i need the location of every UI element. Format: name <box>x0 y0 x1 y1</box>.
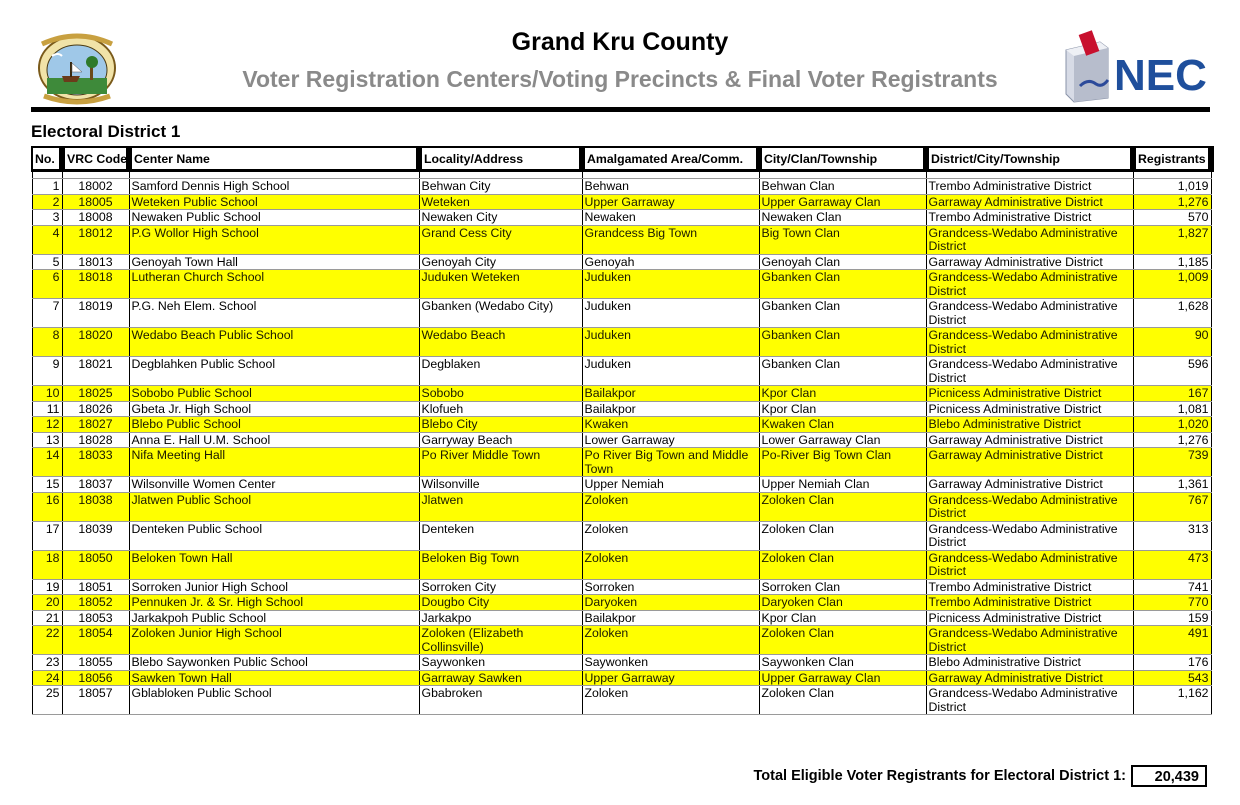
column-header-locality: Locality/Address <box>419 147 582 171</box>
cell-district: Blebo Administrative District <box>926 417 1133 433</box>
cell-vrc-code: 18039 <box>62 521 129 550</box>
cell-locality: Newaken City <box>419 210 582 226</box>
cell-center-name: Lutheran Church School <box>129 270 419 299</box>
cell-row-number: 18 <box>32 550 62 579</box>
cell-district: Garraway Administrative District <box>926 670 1133 686</box>
table-body <box>32 171 1211 715</box>
cell-clan: Kpor Clan <box>759 386 926 402</box>
cell-vrc-code: 18057 <box>62 686 129 715</box>
cell-clan: Upper Nemiah Clan <box>759 477 926 493</box>
cell-center-name: Wilsonville Women Center <box>129 477 419 493</box>
cell-amalgamated-area: Kwaken <box>582 417 759 433</box>
cell-registrants: 159 <box>1133 610 1211 626</box>
page-subtitle: Voter Registration Centers/Voting Precincts & Final Voter Registrants <box>242 66 998 92</box>
table-row <box>32 448 1211 477</box>
cell-center-name: Newaken Public School <box>129 210 419 226</box>
cell-row-number: 1 <box>32 179 62 195</box>
cell-district: Garraway Administrative District <box>926 448 1133 477</box>
cell-district: Trembo Administrative District <box>926 595 1133 611</box>
cell-locality: Klofueh <box>419 401 582 417</box>
cell-registrants: 1,019 <box>1133 179 1211 195</box>
cell-center-name: Anna E. Hall U.M. School <box>129 432 419 448</box>
cell-amalgamated-area: Upper Garraway <box>582 194 759 210</box>
cell-amalgamated-area: Zoloken <box>582 550 759 579</box>
cell-locality: Gbabroken <box>419 686 582 715</box>
cell-registrants: 1,009 <box>1133 270 1211 299</box>
cell-center-name: Jarkakpoh Public School <box>129 610 419 626</box>
table-row <box>32 225 1211 254</box>
cell-district: Trembo Administrative District <box>926 179 1133 195</box>
table-header-row <box>32 147 1211 171</box>
cell-registrants: 491 <box>1133 626 1211 655</box>
cell-registrants: 770 <box>1133 595 1211 611</box>
cell-amalgamated-area: Bailakpor <box>582 386 759 402</box>
cell-registrants: 596 <box>1133 357 1211 386</box>
cell-row-number: 4 <box>32 225 62 254</box>
cell-amalgamated-area: Bailakpor <box>582 401 759 417</box>
total-value: 20,439 <box>1131 765 1207 787</box>
cell-vrc-code: 18002 <box>62 179 129 195</box>
cell-locality: Denteken <box>419 521 582 550</box>
table-row <box>32 417 1211 433</box>
section-title: Electoral District 1 <box>31 122 181 141</box>
cell-locality: Dougbo City <box>419 595 582 611</box>
cell-registrants: 767 <box>1133 492 1211 521</box>
cell-district: Garraway Administrative District <box>926 477 1133 493</box>
cell-locality: Behwan City <box>419 179 582 195</box>
cell-vrc-code: 18051 <box>62 579 129 595</box>
cell-vrc-code: 18012 <box>62 225 129 254</box>
cell-registrants: 543 <box>1133 670 1211 686</box>
cell-locality: Degblaken <box>419 357 582 386</box>
cell-registrants: 473 <box>1133 550 1211 579</box>
cell-amalgamated-area: Juduken <box>582 328 759 357</box>
cell-vrc-code: 18018 <box>62 270 129 299</box>
cell-amalgamated-area: Sorroken <box>582 579 759 595</box>
cell-center-name: Gblabloken Public School <box>129 686 419 715</box>
column-header-vrc-code: VRC Code <box>62 147 129 171</box>
cell-amalgamated-area: Lower Garraway <box>582 432 759 448</box>
cell-row-number: 9 <box>32 357 62 386</box>
cell-vrc-code: 18019 <box>62 299 129 328</box>
cell-row-number: 8 <box>32 328 62 357</box>
cell-district: Grandcess-Wedabo Administrative District <box>926 357 1133 386</box>
cell-vrc-code: 18037 <box>62 477 129 493</box>
cell-clan: Sorroken Clan <box>759 579 926 595</box>
cell-registrants: 176 <box>1133 655 1211 671</box>
cell-registrants: 313 <box>1133 521 1211 550</box>
cell-locality: Juduken Weteken <box>419 270 582 299</box>
cell-registrants: 1,020 <box>1133 417 1211 433</box>
cell-locality: Garraway Sawken <box>419 670 582 686</box>
cell-row-number: 15 <box>32 477 62 493</box>
cell-center-name: Genoyah Town Hall <box>129 254 419 270</box>
cell-amalgamated-area: Daryoken <box>582 595 759 611</box>
table-row <box>32 610 1211 626</box>
table-row <box>32 194 1211 210</box>
cell-locality: Jlatwen <box>419 492 582 521</box>
cell-district: Grandcess-Wedabo Administrative District <box>926 686 1133 715</box>
cell-vrc-code: 18052 <box>62 595 129 611</box>
cell-district: Trembo Administrative District <box>926 210 1133 226</box>
cell-district: Grandcess-Wedabo Administrative District <box>926 225 1133 254</box>
cell-clan: Behwan Clan <box>759 179 926 195</box>
cell-row-number: 17 <box>32 521 62 550</box>
cell-registrants: 1,276 <box>1133 194 1211 210</box>
cell-registrants: 1,162 <box>1133 686 1211 715</box>
cell-clan: Zoloken Clan <box>759 550 926 579</box>
cell-registrants: 739 <box>1133 448 1211 477</box>
column-header-amalgamated-area: Amalgamated Area/Comm. <box>582 147 759 171</box>
cell-clan: Lower Garraway Clan <box>759 432 926 448</box>
cell-center-name: Sobobo Public School <box>129 386 419 402</box>
cell-locality: Garryway Beach <box>419 432 582 448</box>
total-label: Total Eligible Voter Registrants for Electoral District 1: <box>753 768 1126 784</box>
cell-clan: Big Town Clan <box>759 225 926 254</box>
table-row <box>32 357 1211 386</box>
column-header-clan: City/Clan/Township <box>759 147 926 171</box>
cell-amalgamated-area: Zoloken <box>582 626 759 655</box>
cell-registrants: 1,827 <box>1133 225 1211 254</box>
cell-district: Blebo Administrative District <box>926 655 1133 671</box>
table-row <box>32 550 1211 579</box>
cell-locality: Zoloken (Elizabeth Collinsville) <box>419 626 582 655</box>
cell-row-number: 25 <box>32 686 62 715</box>
cell-center-name: Beloken Town Hall <box>129 550 419 579</box>
column-header-center-name: Center Name <box>129 147 419 171</box>
column-header-registrants: Registrants <box>1133 147 1211 171</box>
cell-center-name: Sawken Town Hall <box>129 670 419 686</box>
cell-vrc-code: 18055 <box>62 655 129 671</box>
table-row <box>32 655 1211 671</box>
cell-locality: Grand Cess City <box>419 225 582 254</box>
cell-amalgamated-area: Upper Garraway <box>582 670 759 686</box>
cell-registrants: 167 <box>1133 386 1211 402</box>
cell-clan: Gbanken Clan <box>759 270 926 299</box>
cell-registrants: 1,361 <box>1133 477 1211 493</box>
cell-clan: Kpor Clan <box>759 610 926 626</box>
cell-center-name: Samford Dennis High School <box>129 179 419 195</box>
cell-district: Grandcess-Wedabo Administrative District <box>926 492 1133 521</box>
cell-row-number: 19 <box>32 579 62 595</box>
cell-registrants: 741 <box>1133 579 1211 595</box>
cell-row-number: 10 <box>32 386 62 402</box>
cell-vrc-code: 18038 <box>62 492 129 521</box>
cell-center-name: Blebo Public School <box>129 417 419 433</box>
cell-locality: Gbanken (Wedabo City) <box>419 299 582 328</box>
cell-vrc-code: 18025 <box>62 386 129 402</box>
cell-vrc-code: 18033 <box>62 448 129 477</box>
cell-row-number: 20 <box>32 595 62 611</box>
registration-table <box>31 146 1214 715</box>
cell-clan: Gbanken Clan <box>759 328 926 357</box>
cell-amalgamated-area: Zoloken <box>582 686 759 715</box>
column-header-no: No. <box>32 147 62 171</box>
cell-district: Grandcess-Wedabo Administrative District <box>926 626 1133 655</box>
cell-locality: Jarkakpo <box>419 610 582 626</box>
cell-locality: Weteken <box>419 194 582 210</box>
cell-clan: Newaken Clan <box>759 210 926 226</box>
cell-row-number: 13 <box>32 432 62 448</box>
cell-amalgamated-area: Juduken <box>582 357 759 386</box>
cell-district: Garraway Administrative District <box>926 254 1133 270</box>
table-spacer-row <box>32 171 1211 179</box>
cell-row-number: 6 <box>32 270 62 299</box>
cell-vrc-code: 18008 <box>62 210 129 226</box>
page-header <box>0 0 1240 112</box>
cell-locality: Sorroken City <box>419 579 582 595</box>
cell-registrants: 1,276 <box>1133 432 1211 448</box>
cell-locality: Wilsonville <box>419 477 582 493</box>
cell-row-number: 21 <box>32 610 62 626</box>
nec-logo <box>1062 28 1207 104</box>
table-row <box>32 328 1211 357</box>
cell-district: Picnicess Administrative District <box>926 401 1133 417</box>
cell-clan: Zoloken Clan <box>759 521 926 550</box>
cell-district: Picnicess Administrative District <box>926 386 1133 402</box>
cell-clan: Genoyah Clan <box>759 254 926 270</box>
cell-district: Garraway Administrative District <box>926 194 1133 210</box>
cell-center-name: Degblahken Public School <box>129 357 419 386</box>
cell-clan: Kpor Clan <box>759 401 926 417</box>
cell-clan: Upper Garraway Clan <box>759 670 926 686</box>
cell-center-name: Nifa Meeting Hall <box>129 448 419 477</box>
cell-vrc-code: 18013 <box>62 254 129 270</box>
cell-center-name: P.G Wollor High School <box>129 225 419 254</box>
cell-amalgamated-area: Saywonken <box>582 655 759 671</box>
cell-locality: Blebo City <box>419 417 582 433</box>
cell-vrc-code: 18020 <box>62 328 129 357</box>
cell-clan: Daryoken Clan <box>759 595 926 611</box>
page-title: Grand Kru County <box>511 28 729 56</box>
table-row <box>32 401 1211 417</box>
cell-center-name: Blebo Saywonken Public School <box>129 655 419 671</box>
cell-amalgamated-area: Upper Nemiah <box>582 477 759 493</box>
cell-amalgamated-area: Juduken <box>582 270 759 299</box>
header-divider <box>31 107 1210 112</box>
cell-district: Garraway Administrative District <box>926 432 1133 448</box>
cell-locality: Po River Middle Town <box>419 448 582 477</box>
cell-row-number: 2 <box>32 194 62 210</box>
column-header-district: District/City/Township <box>926 147 1133 171</box>
cell-clan: Saywonken Clan <box>759 655 926 671</box>
table-row <box>32 579 1211 595</box>
table-row <box>32 492 1211 521</box>
cell-locality: Wedabo Beach <box>419 328 582 357</box>
cell-row-number: 11 <box>32 401 62 417</box>
cell-district: Grandcess-Wedabo Administrative District <box>926 328 1133 357</box>
cell-registrants: 90 <box>1133 328 1211 357</box>
cell-amalgamated-area: Po River Big Town and Middle Town <box>582 448 759 477</box>
cell-center-name: Wedabo Beach Public School <box>129 328 419 357</box>
cell-center-name: Jlatwen Public School <box>129 492 419 521</box>
cell-locality: Sobobo <box>419 386 582 402</box>
cell-clan: Gbanken Clan <box>759 299 926 328</box>
cell-amalgamated-area: Zoloken <box>582 492 759 521</box>
cell-amalgamated-area: Juduken <box>582 299 759 328</box>
cell-vrc-code: 18056 <box>62 670 129 686</box>
cell-district: Grandcess-Wedabo Administrative District <box>926 299 1133 328</box>
table-row <box>32 432 1211 448</box>
table-row <box>32 626 1211 655</box>
table-row <box>32 254 1211 270</box>
cell-clan: Kwaken Clan <box>759 417 926 433</box>
table-row <box>32 521 1211 550</box>
cell-amalgamated-area: Behwan <box>582 179 759 195</box>
cell-clan: Po-River Big Town Clan <box>759 448 926 477</box>
cell-district: Trembo Administrative District <box>926 579 1133 595</box>
cell-district: Grandcess-Wedabo Administrative District <box>926 521 1133 550</box>
table-row <box>32 299 1211 328</box>
cell-row-number: 12 <box>32 417 62 433</box>
cell-registrants: 1,185 <box>1133 254 1211 270</box>
cell-registrants: 1,628 <box>1133 299 1211 328</box>
cell-center-name: P.G. Neh Elem. School <box>129 299 419 328</box>
cell-registrants: 570 <box>1133 210 1211 226</box>
cell-clan: Zoloken Clan <box>759 626 926 655</box>
cell-row-number: 23 <box>32 655 62 671</box>
cell-center-name: Weteken Public School <box>129 194 419 210</box>
cell-locality: Genoyah City <box>419 254 582 270</box>
table-row <box>32 210 1211 226</box>
cell-row-number: 7 <box>32 299 62 328</box>
cell-vrc-code: 18021 <box>62 357 129 386</box>
cell-amalgamated-area: Grandcess Big Town <box>582 225 759 254</box>
cell-vrc-code: 18028 <box>62 432 129 448</box>
cell-district: Picnicess Administrative District <box>926 610 1133 626</box>
cell-registrants: 1,081 <box>1133 401 1211 417</box>
cell-amalgamated-area: Genoyah <box>582 254 759 270</box>
table-row <box>32 179 1211 195</box>
cell-center-name: Pennuken Jr. & Sr. High School <box>129 595 419 611</box>
cell-row-number: 24 <box>32 670 62 686</box>
cell-center-name: Gbeta Jr. High School <box>129 401 419 417</box>
cell-row-number: 5 <box>32 254 62 270</box>
cell-row-number: 14 <box>32 448 62 477</box>
cell-center-name: Denteken Public School <box>129 521 419 550</box>
cell-vrc-code: 18027 <box>62 417 129 433</box>
cell-vrc-code: 18005 <box>62 194 129 210</box>
cell-locality: Beloken Big Town <box>419 550 582 579</box>
cell-row-number: 22 <box>32 626 62 655</box>
cell-locality: Saywonken <box>419 655 582 671</box>
table-row <box>32 670 1211 686</box>
cell-row-number: 3 <box>32 210 62 226</box>
cell-vrc-code: 18053 <box>62 610 129 626</box>
cell-vrc-code: 18026 <box>62 401 129 417</box>
cell-clan: Upper Garraway Clan <box>759 194 926 210</box>
cell-clan: Zoloken Clan <box>759 686 926 715</box>
table-row <box>32 595 1211 611</box>
cell-center-name: Zoloken Junior High School <box>129 626 419 655</box>
cell-vrc-code: 18054 <box>62 626 129 655</box>
table-row <box>32 686 1211 715</box>
cell-district: Grandcess-Wedabo Administrative District <box>926 270 1133 299</box>
cell-clan: Gbanken Clan <box>759 357 926 386</box>
table-row <box>32 477 1211 493</box>
cell-row-number: 16 <box>32 492 62 521</box>
cell-amalgamated-area: Newaken <box>582 210 759 226</box>
nec-logo-text: NEC <box>1114 51 1207 100</box>
table-row <box>32 386 1211 402</box>
table-row <box>32 270 1211 299</box>
cell-clan: Zoloken Clan <box>759 492 926 521</box>
cell-amalgamated-area: Zoloken <box>582 521 759 550</box>
cell-vrc-code: 18050 <box>62 550 129 579</box>
cell-amalgamated-area: Bailakpor <box>582 610 759 626</box>
cell-district: Grandcess-Wedabo Administrative District <box>926 550 1133 579</box>
cell-center-name: Sorroken Junior High School <box>129 579 419 595</box>
